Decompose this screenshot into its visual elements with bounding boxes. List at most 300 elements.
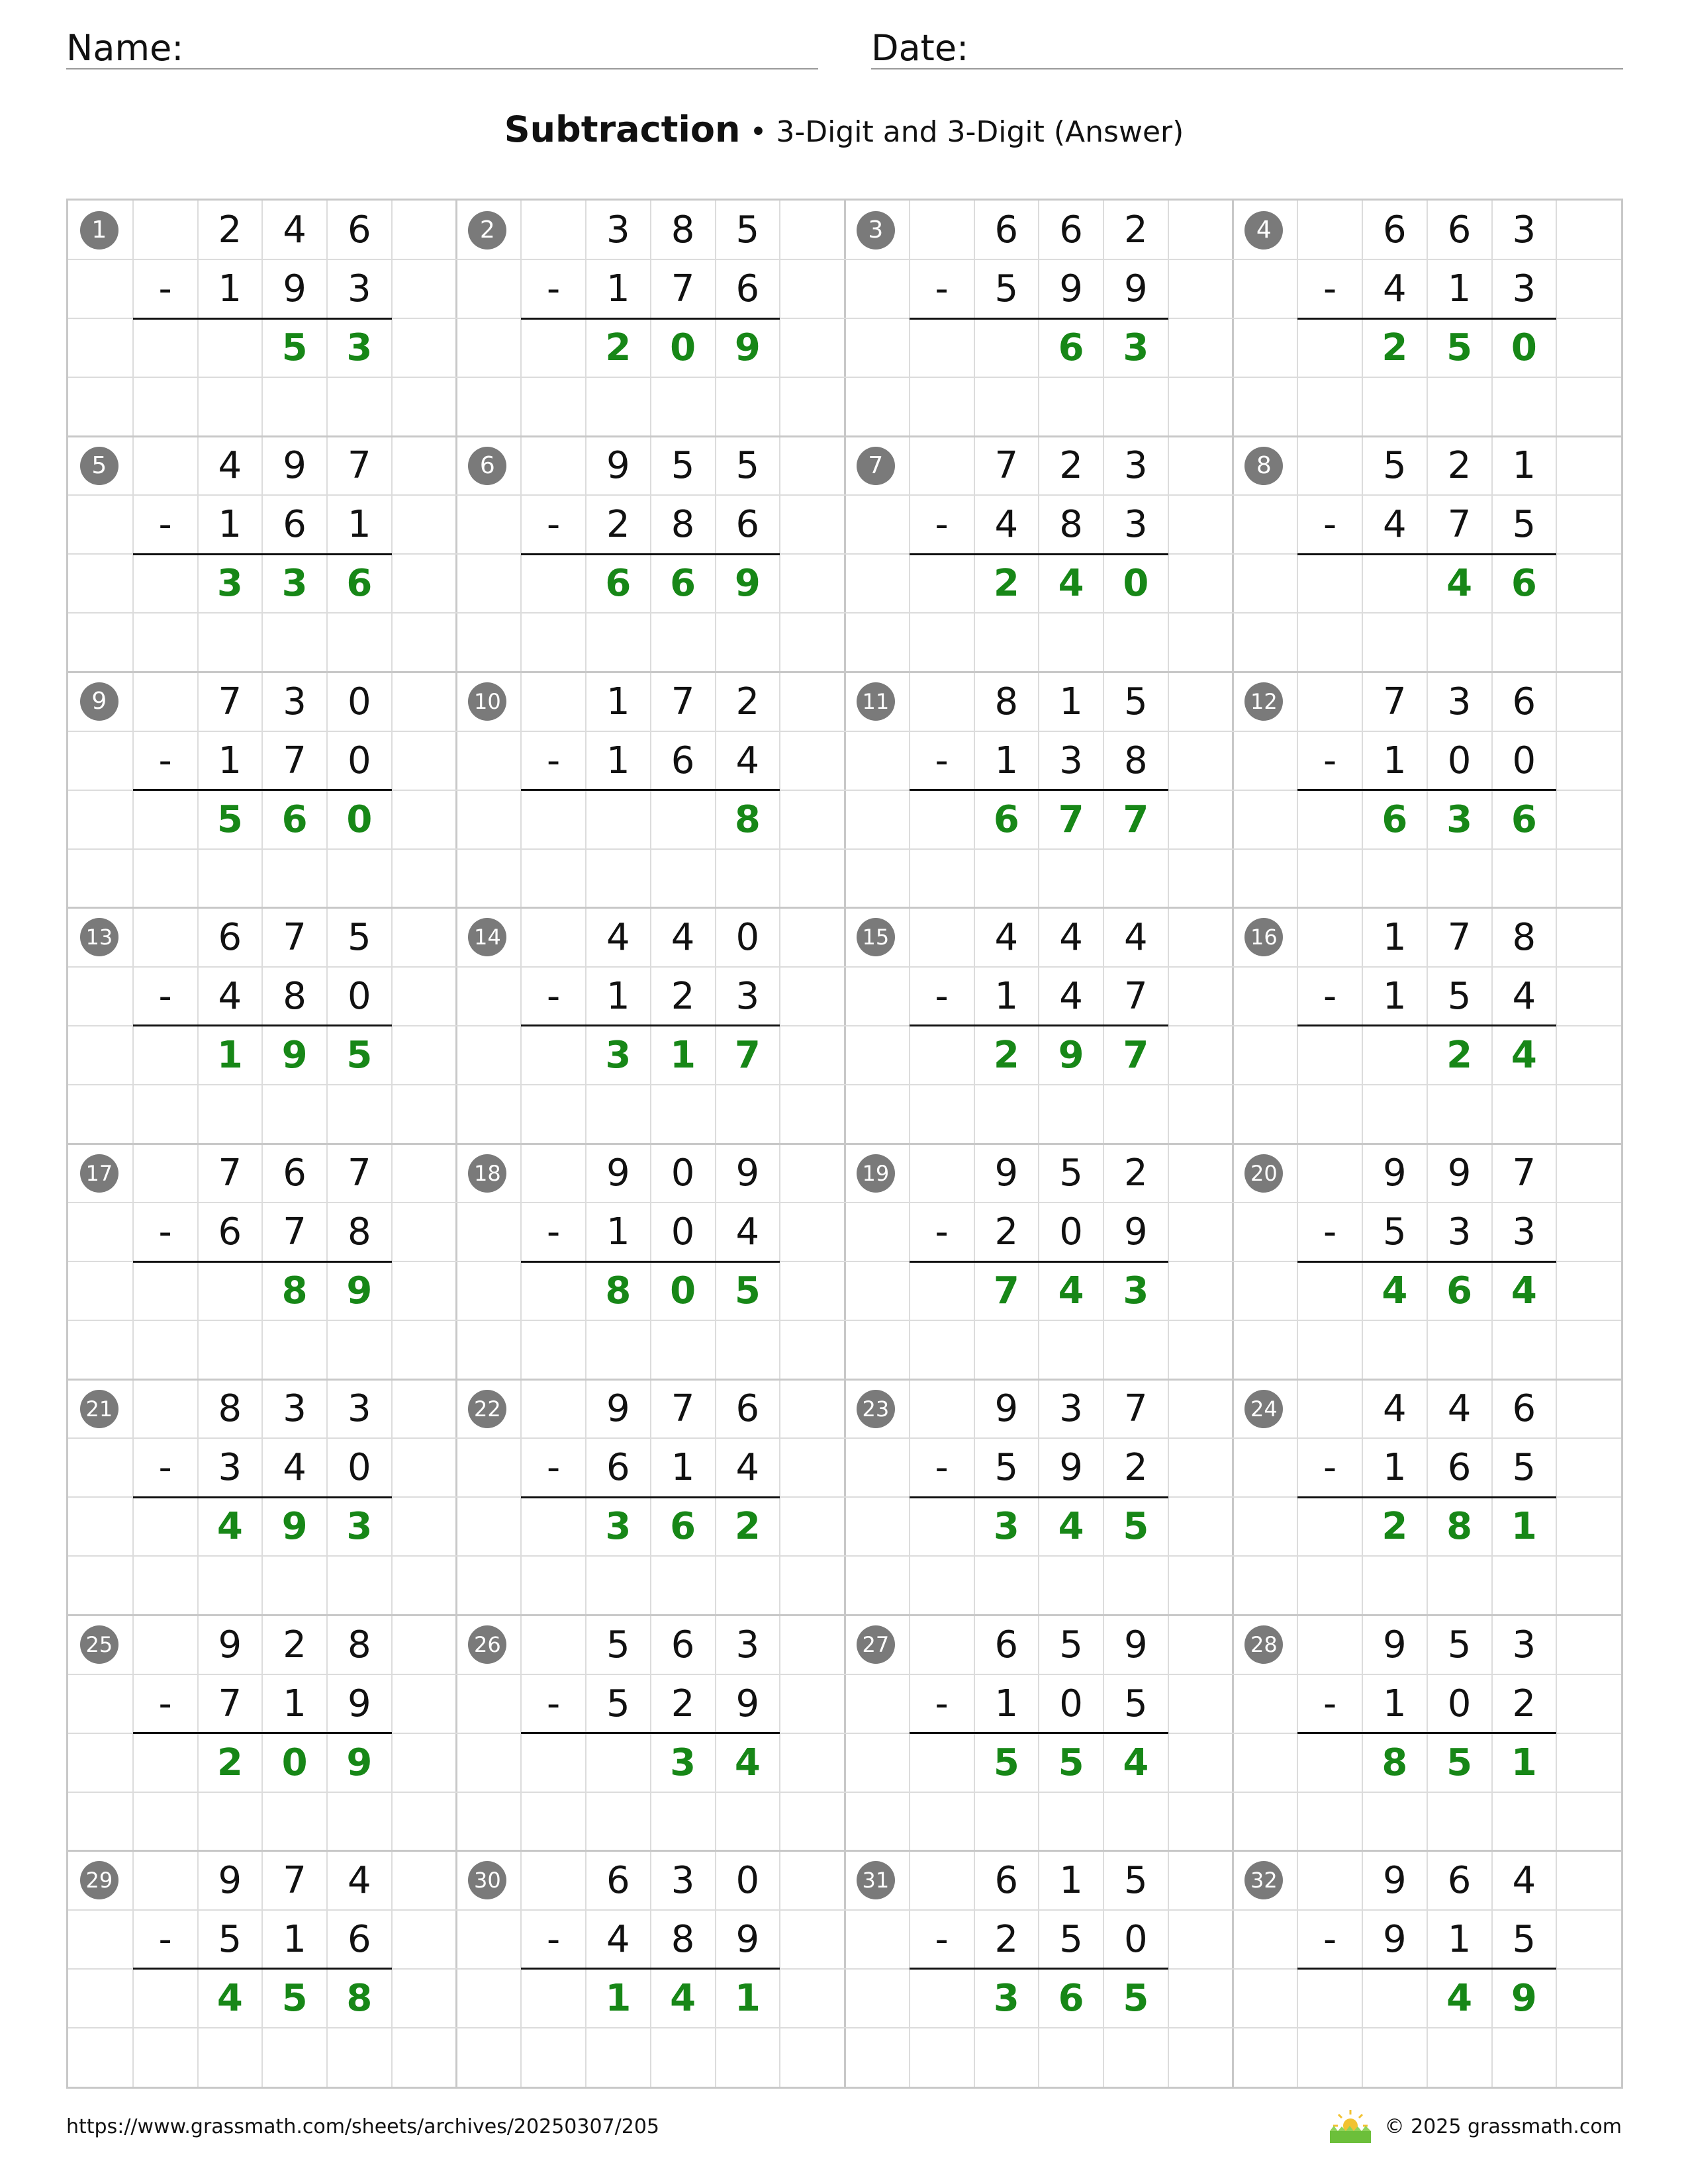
subtrahend-digit: 7	[1447, 503, 1472, 547]
answer-digit: 1	[1511, 1741, 1537, 1784]
subtrahend-digit: 9	[1383, 1917, 1407, 1961]
answer-digit: 6	[1511, 562, 1537, 606]
subtrahend-digit: 4	[735, 739, 760, 782]
minuend-digit: 6	[348, 208, 371, 251]
subtrahend-digit: 2	[1512, 1682, 1536, 1725]
answer-digit: 8	[346, 1976, 373, 2020]
minuend-digit: 6	[1447, 208, 1472, 251]
subtrahend-digit: 0	[348, 739, 371, 782]
minuend-digit: 3	[606, 208, 630, 251]
subtrahend-digit: 1	[1383, 1682, 1407, 1725]
date-label: Date:	[871, 27, 969, 69]
subtrahend-digit: 1	[348, 503, 371, 547]
problem-number-badge: 7	[857, 447, 895, 485]
answer-digit: 9	[346, 1269, 373, 1313]
subtrahend-digit: 7	[671, 267, 695, 311]
problem-number-badge: 22	[468, 1390, 506, 1428]
answer-digit: 8	[1382, 1741, 1408, 1784]
subtrahend-digit: 3	[1512, 1210, 1536, 1254]
answer-digit: 6	[1058, 1976, 1084, 2020]
answer-digit: 9	[346, 1741, 373, 1784]
subtrahend-digit: 6	[1447, 1446, 1472, 1490]
minuend-digit: 6	[1059, 208, 1083, 251]
minus-sign: -	[547, 503, 561, 547]
answer-digit: 7	[993, 1269, 1019, 1313]
subtrahend-digit: 1	[994, 739, 1019, 782]
answer-digit: 9	[1058, 1033, 1084, 1077]
minus-sign: -	[547, 1917, 561, 1961]
subtrahend-digit: 0	[1124, 1917, 1148, 1961]
minuend-digit: 6	[735, 1387, 760, 1431]
minuend-digit: 8	[348, 1623, 371, 1666]
answer-digit: 7	[1123, 1033, 1149, 1077]
answer-digit: 6	[346, 562, 373, 606]
minuend-digit: 4	[283, 208, 306, 251]
answer-digit: 4	[1511, 1033, 1537, 1077]
answer-digit: 6	[1058, 326, 1084, 370]
problem-number-badge: 10	[468, 682, 506, 721]
minuend-digit: 2	[283, 1623, 306, 1666]
answer-digit: 3	[346, 326, 373, 370]
answer-digit: 2	[605, 326, 632, 370]
answer-digit: 0	[281, 1741, 308, 1784]
minuend-digit: 0	[735, 915, 760, 959]
subtrahend-digit: 1	[1447, 1917, 1472, 1961]
problem-number-badge: 2	[468, 211, 506, 250]
minus-sign: -	[547, 1682, 561, 1725]
answer-digit: 6	[670, 1505, 696, 1549]
subtrahend-digit: 2	[606, 503, 630, 547]
subtrahend-digit: 7	[283, 739, 306, 782]
subtrahend-digit: 1	[1447, 267, 1472, 311]
minuend-digit: 7	[1124, 1387, 1148, 1431]
minuend-digit: 5	[735, 208, 760, 251]
subtrahend-digit: 4	[735, 1210, 760, 1254]
answer-digit: 6	[1382, 797, 1408, 841]
subtrahend-digit: 1	[1383, 739, 1407, 782]
minuend-digit: 6	[1512, 1387, 1536, 1431]
minuend-digit: 5	[735, 444, 760, 488]
answer-digit: 8	[605, 1269, 632, 1313]
subtrahend-digit: 4	[218, 974, 242, 1018]
minus-sign: -	[547, 974, 561, 1018]
answer-digit: 9	[281, 1033, 308, 1077]
subtrahend-digit: 4	[283, 1446, 306, 1490]
minus-sign: -	[935, 1446, 949, 1490]
title-main: Subtraction	[504, 109, 741, 150]
minuend-digit: 6	[1383, 208, 1407, 251]
minuend-digit: 2	[1124, 208, 1148, 251]
minuend-digit: 9	[735, 1152, 760, 1195]
minuend-digit: 5	[1124, 1858, 1148, 1902]
minus-sign: -	[935, 503, 949, 547]
minuend-digit: 9	[218, 1623, 242, 1666]
answer-digit: 3	[670, 1741, 696, 1784]
minuend-digit: 5	[606, 1623, 630, 1666]
minuend-digit: 5	[1059, 1623, 1083, 1666]
minus-sign: -	[158, 974, 172, 1018]
minuend-digit: 4	[1447, 1387, 1472, 1431]
minuend-digit: 1	[1059, 680, 1083, 723]
minuend-digit: 6	[218, 915, 242, 959]
answer-digit: 1	[1511, 1505, 1537, 1549]
minuend-digit: 1	[1059, 1858, 1083, 1902]
problem-number-badge: 18	[468, 1154, 506, 1193]
minuend-digit: 9	[606, 1387, 630, 1431]
answer-digit: 2	[216, 1741, 243, 1784]
name-line[interactable]	[66, 68, 818, 69]
minuend-digit: 9	[1447, 1152, 1472, 1195]
subtrahend-digit: 5	[1059, 1917, 1083, 1961]
date-line[interactable]	[871, 68, 1623, 69]
minuend-digit: 5	[348, 915, 371, 959]
subtrahend-digit: 4	[606, 1917, 630, 1961]
answer-digit: 2	[993, 562, 1019, 606]
subtrahend-digit: 1	[218, 739, 242, 782]
minuend-digit: 3	[1512, 208, 1536, 251]
minuend-digit: 6	[994, 1858, 1019, 1902]
worksheet-title	[0, 106, 1688, 162]
minus-sign: -	[1323, 1446, 1337, 1490]
minuend-digit: 7	[218, 1152, 242, 1195]
minuend-digit: 2	[1124, 1152, 1148, 1195]
subtrahend-digit: 2	[994, 1210, 1019, 1254]
subtrahend-digit: 0	[1447, 739, 1472, 782]
minuend-digit: 0	[735, 1858, 760, 1902]
minuend-digit: 6	[1447, 1858, 1472, 1902]
problem-number-badge: 16	[1244, 918, 1283, 956]
answer-digit: 3	[1123, 1269, 1149, 1313]
subtrahend-digit: 1	[218, 267, 242, 311]
subtrahend-digit: 9	[735, 1917, 760, 1961]
minuend-digit: 8	[671, 208, 695, 251]
problem-grid	[66, 199, 1623, 2089]
answer-digit: 5	[734, 1269, 761, 1313]
minuend-digit: 3	[671, 1858, 695, 1902]
problem-number-badge: 23	[857, 1390, 895, 1428]
problem-number-badge: 30	[468, 1861, 506, 1899]
problem-number-badge: 17	[80, 1154, 118, 1193]
minus-sign: -	[935, 1917, 949, 1961]
answer-digit: 4	[1511, 1269, 1537, 1313]
subtrahend-digit: 6	[348, 1917, 371, 1961]
minuend-digit: 5	[1059, 1152, 1083, 1195]
minus-sign: -	[547, 739, 561, 782]
answer-digit: 9	[281, 1505, 308, 1549]
minuend-digit: 6	[671, 1623, 695, 1666]
problem-number-badge: 3	[857, 211, 895, 250]
minus-sign: -	[1323, 974, 1337, 1018]
minuend-digit: 3	[283, 680, 306, 723]
subtrahend-digit: 1	[606, 739, 630, 782]
subtrahend-digit: 1	[994, 1682, 1019, 1725]
minuend-digit: 8	[1512, 915, 1536, 959]
answer-digit: 2	[1382, 1505, 1408, 1549]
problem-number-badge: 20	[1244, 1154, 1283, 1193]
subtrahend-digit: 6	[283, 503, 306, 547]
answer-digit: 0	[670, 326, 696, 370]
subtrahend-digit: 6	[735, 503, 760, 547]
subtrahend-digit: 3	[348, 267, 371, 311]
subtrahend-digit: 3	[218, 1446, 242, 1490]
subtrahend-digit: 9	[348, 1682, 371, 1725]
answer-digit: 7	[1058, 797, 1084, 841]
minuend-digit: 6	[283, 1152, 306, 1195]
minuend-digit: 6	[1512, 680, 1536, 723]
answer-digit: 6	[1511, 797, 1537, 841]
minuend-digit: 4	[606, 915, 630, 959]
minuend-digit: 9	[218, 1858, 242, 1902]
footer-url: https://www.grassmath.com/sheets/archives/20250307/205	[66, 2115, 660, 2138]
subtrahend-digit: 2	[671, 974, 695, 1018]
answer-digit: 9	[734, 562, 761, 606]
answer-digit: 5	[1446, 326, 1473, 370]
subtrahend-digit: 8	[671, 503, 695, 547]
minus-sign: -	[158, 1682, 172, 1725]
answer-digit: 1	[216, 1033, 243, 1077]
answer-digit: 4	[1446, 562, 1473, 606]
subtrahend-digit: 1	[1383, 1446, 1407, 1490]
minuend-digit: 9	[994, 1152, 1019, 1195]
title-subtitle: • 3-Digit and 3-Digit (Answer)	[740, 115, 1184, 149]
answer-digit: 0	[1511, 326, 1537, 370]
subtrahend-digit: 4	[1383, 267, 1407, 311]
problem-number-badge: 11	[857, 682, 895, 721]
subtrahend-digit: 9	[735, 1682, 760, 1725]
minuend-digit: 1	[606, 680, 630, 723]
subtrahend-digit: 1	[1383, 974, 1407, 1018]
minuend-digit: 7	[283, 1858, 306, 1902]
problem-number-badge: 28	[1244, 1625, 1283, 1664]
subtrahend-digit: 1	[283, 1682, 306, 1725]
subtrahend-digit: 1	[218, 503, 242, 547]
minuend-digit: 4	[1383, 1387, 1407, 1431]
subtrahend-digit: 5	[1124, 1682, 1148, 1725]
subtrahend-digit: 0	[671, 1210, 695, 1254]
subtrahend-digit: 4	[1059, 974, 1083, 1018]
minuend-digit: 9	[994, 1387, 1019, 1431]
answer-digit: 4	[1058, 1269, 1084, 1313]
minuend-digit: 5	[1383, 444, 1407, 488]
subtrahend-digit: 3	[1512, 267, 1536, 311]
minuend-digit: 4	[994, 915, 1019, 959]
subtrahend-digit: 4	[1383, 503, 1407, 547]
subtrahend-digit: 1	[606, 267, 630, 311]
subtrahend-digit: 6	[735, 267, 760, 311]
minuend-digit: 6	[994, 1623, 1019, 1666]
subtrahend-digit: 1	[671, 1446, 695, 1490]
subtrahend-digit: 8	[283, 974, 306, 1018]
answer-digit: 9	[1511, 1976, 1537, 2020]
answer-digit: 4	[1058, 562, 1084, 606]
minus-sign: -	[935, 1210, 949, 1254]
minuend-digit: 9	[606, 444, 630, 488]
minuend-digit: 2	[218, 208, 242, 251]
grass-sun-logo-icon	[1327, 2106, 1374, 2146]
answer-digit: 1	[734, 1976, 761, 2020]
problem-number-badge: 21	[80, 1390, 118, 1428]
problem-number-badge: 13	[80, 918, 118, 956]
answer-digit: 4	[1382, 1269, 1408, 1313]
subtrahend-digit: 4	[994, 503, 1019, 547]
minuend-digit: 9	[1383, 1623, 1407, 1666]
answer-digit: 2	[1446, 1033, 1473, 1077]
minus-sign: -	[547, 1446, 561, 1490]
answer-digit: 2	[734, 1505, 761, 1549]
minuend-digit: 7	[994, 444, 1019, 488]
subtrahend-digit: 5	[994, 267, 1019, 311]
subtrahend-digit: 5	[1383, 1210, 1407, 1254]
minuend-digit: 9	[283, 444, 306, 488]
minus-sign: -	[1323, 267, 1337, 311]
answer-digit: 1	[605, 1976, 632, 2020]
answer-digit: 5	[281, 326, 308, 370]
minus-sign: -	[1323, 1210, 1337, 1254]
minuend-digit: 7	[671, 1387, 695, 1431]
minuend-digit: 0	[671, 1152, 695, 1195]
subtrahend-digit: 9	[1059, 267, 1083, 311]
answer-digit: 3	[993, 1976, 1019, 2020]
subtrahend-digit: 7	[283, 1210, 306, 1254]
subtrahend-digit: 8	[348, 1210, 371, 1254]
problem-number-badge: 8	[1244, 447, 1283, 485]
minuend-digit: 6	[994, 208, 1019, 251]
answer-digit: 5	[346, 1033, 373, 1077]
problem-number-badge: 25	[80, 1625, 118, 1664]
minuend-digit: 4	[348, 1858, 371, 1902]
minuend-digit: 0	[348, 680, 371, 723]
minuend-digit: 3	[283, 1387, 306, 1431]
subtrahend-digit: 1	[606, 1210, 630, 1254]
minuend-digit: 7	[283, 915, 306, 959]
problem-number-badge: 15	[857, 918, 895, 956]
minus-sign: -	[1323, 503, 1337, 547]
minus-sign: -	[1323, 1682, 1337, 1725]
subtrahend-digit: 3	[1124, 503, 1148, 547]
minuend-digit: 5	[1447, 1623, 1472, 1666]
subtrahend-digit: 5	[218, 1917, 242, 1961]
problem-number-badge: 32	[1244, 1861, 1283, 1899]
answer-digit: 2	[993, 1033, 1019, 1077]
answer-digit: 3	[605, 1033, 632, 1077]
minuend-digit: 3	[735, 1623, 760, 1666]
minuend-digit: 4	[1059, 915, 1083, 959]
minus-sign: -	[547, 267, 561, 311]
minuend-digit: 3	[348, 1387, 371, 1431]
minuend-digit: 2	[735, 680, 760, 723]
minus-sign: -	[158, 1210, 172, 1254]
minus-sign: -	[1323, 739, 1337, 782]
answer-digit: 5	[1123, 1505, 1149, 1549]
answer-digit: 6	[993, 797, 1019, 841]
answer-digit: 4	[670, 1976, 696, 2020]
answer-digit: 1	[670, 1033, 696, 1077]
problem-number-badge: 24	[1244, 1390, 1283, 1428]
subtrahend-digit: 6	[606, 1446, 630, 1490]
problem-number-badge: 5	[80, 447, 118, 485]
subtrahend-digit: 9	[1059, 1446, 1083, 1490]
answer-digit: 6	[1446, 1269, 1473, 1313]
answer-digit: 0	[670, 1269, 696, 1313]
minuend-digit: 7	[348, 444, 371, 488]
answer-digit: 4	[216, 1505, 243, 1549]
minuend-digit: 4	[1124, 915, 1148, 959]
subtrahend-digit: 4	[735, 1446, 760, 1490]
problem-number-badge: 27	[857, 1625, 895, 1664]
subtrahend-digit: 0	[348, 1446, 371, 1490]
subtrahend-digit: 5	[1447, 974, 1472, 1018]
subtrahend-digit: 5	[606, 1682, 630, 1725]
problem-number-badge: 9	[80, 682, 118, 721]
answer-digit: 4	[1058, 1505, 1084, 1549]
answer-digit: 3	[1123, 326, 1149, 370]
problem-number-badge: 1	[80, 211, 118, 250]
name-label: Name:	[66, 27, 184, 69]
answer-digit: 3	[993, 1505, 1019, 1549]
subtrahend-digit: 5	[994, 1446, 1019, 1490]
problem-number-badge: 29	[80, 1861, 118, 1899]
minus-sign: -	[547, 1210, 561, 1254]
answer-digit: 5	[1446, 1741, 1473, 1784]
answer-digit: 2	[1382, 326, 1408, 370]
answer-digit: 8	[734, 797, 761, 841]
subtrahend-digit: 8	[1124, 739, 1148, 782]
answer-digit: 8	[281, 1269, 308, 1313]
problem-number-badge: 31	[857, 1861, 895, 1899]
answer-digit: 7	[734, 1033, 761, 1077]
subtrahend-digit: 7	[218, 1682, 242, 1725]
problem-number-badge: 19	[857, 1154, 895, 1193]
subtrahend-digit: 5	[1512, 1917, 1536, 1961]
minus-sign: -	[158, 267, 172, 311]
subtrahend-digit: 6	[218, 1210, 242, 1254]
subtrahend-digit: 3	[735, 974, 760, 1018]
subtrahend-digit: 4	[1512, 974, 1536, 1018]
minuend-digit: 4	[1512, 1858, 1536, 1902]
minuend-digit: 9	[1383, 1858, 1407, 1902]
minuend-digit: 8	[994, 680, 1019, 723]
minuend-digit: 7	[348, 1152, 371, 1195]
answer-digit: 6	[670, 562, 696, 606]
answer-digit: 3	[346, 1505, 373, 1549]
minuend-digit: 1	[1383, 915, 1407, 959]
subtrahend-digit: 0	[1447, 1682, 1472, 1725]
answer-digit: 4	[216, 1976, 243, 2020]
subtrahend-digit: 0	[348, 974, 371, 1018]
minus-sign: -	[158, 739, 172, 782]
minuend-digit: 9	[606, 1152, 630, 1195]
problem-number-badge: 12	[1244, 682, 1283, 721]
answer-digit: 4	[1123, 1741, 1149, 1784]
minus-sign: -	[935, 974, 949, 1018]
subtrahend-digit: 9	[283, 267, 306, 311]
minuend-digit: 6	[606, 1858, 630, 1902]
minuend-digit: 2	[1447, 444, 1472, 488]
minuend-digit: 4	[218, 444, 242, 488]
answer-digit: 5	[1058, 1741, 1084, 1784]
subtrahend-digit: 9	[1124, 1210, 1148, 1254]
answer-digit: 4	[734, 1741, 761, 1784]
subtrahend-digit: 1	[283, 1917, 306, 1961]
minuend-digit: 7	[1383, 680, 1407, 723]
problem-number-badge: 26	[468, 1625, 506, 1664]
minuend-digit: 4	[671, 915, 695, 959]
minuend-digit: 2	[1059, 444, 1083, 488]
answer-digit: 7	[1123, 797, 1149, 841]
minuend-digit: 9	[1124, 1623, 1148, 1666]
subtrahend-digit: 1	[994, 974, 1019, 1018]
minuend-digit: 3	[1447, 680, 1472, 723]
